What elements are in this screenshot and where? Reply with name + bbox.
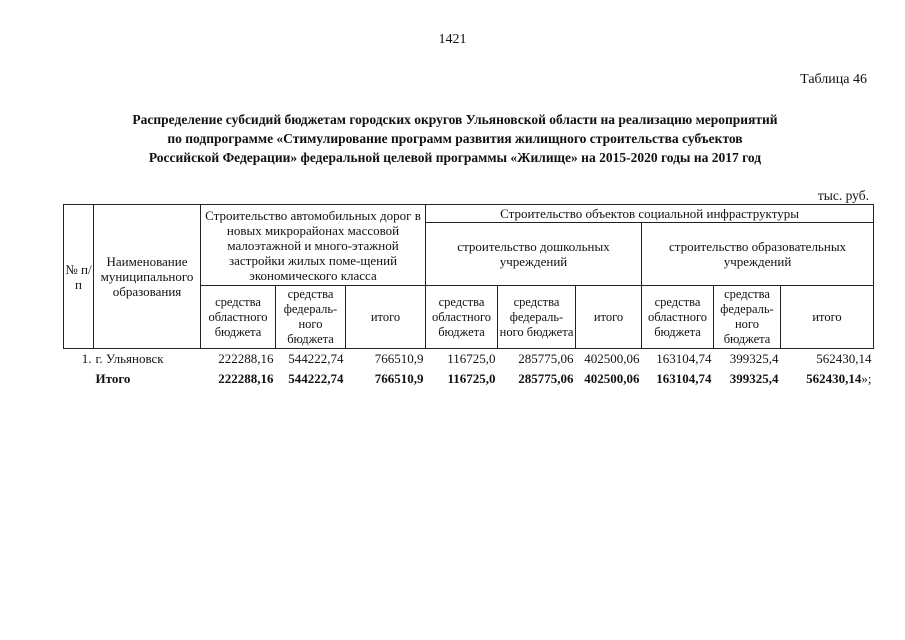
title-line-3: Российской Федерации» федеральной целевой программы «Жилище» на 2015-2020 годы на 2017 год [148, 150, 762, 165]
total-roads-federal: 544222,74 [288, 371, 344, 386]
row-name: г. Ульяновск [95, 351, 164, 366]
header-name: Наименование муниципального образования [94, 205, 201, 349]
cell-preschool-federal: 285775,06 [518, 351, 574, 366]
title-line-1: Распределение субсидий бюджетам городских округов Ульяновской области на реализацию мероприятий [132, 112, 778, 127]
units-label: тыс. руб. [817, 188, 869, 203]
header-school-regional: средства областного бюджета [642, 286, 714, 349]
cell-roads-total: 766510,9 [374, 351, 424, 366]
header-preschool-regional: средства областного бюджета [426, 286, 498, 349]
cell-school-federal: 399325,4 [729, 351, 779, 366]
header-roads-federal: средства федераль-ного бюджета [276, 286, 346, 349]
header-preschool-total: итого [576, 286, 642, 349]
closing-quote-mark: »; [861, 371, 872, 386]
total-label: Итого [95, 371, 131, 386]
title-line-2: по подпрограмме «Стимулирование программ развития жилищного строительства субъектов [167, 131, 743, 146]
page-number: 1421 [438, 32, 467, 47]
row-index: 1. [81, 351, 92, 366]
total-preschool-regional: 116725,0 [447, 371, 496, 386]
header-group-social: Строительство объектов социальной инфраструктуры [426, 205, 874, 223]
cell-roads-regional: 222288,16 [218, 351, 274, 366]
total-school-total-cell [781, 369, 874, 389]
cell-school-regional: 163104,74 [656, 351, 712, 366]
document-title [60, 110, 850, 167]
table-label: Таблица 46 [800, 72, 867, 87]
table-row [64, 349, 874, 370]
header-num: № п/п [64, 205, 94, 349]
total-school-federal: 399325,4 [729, 371, 779, 386]
total-school-regional: 163104,74 [656, 371, 712, 386]
total-index-empty [64, 369, 94, 389]
header-group-roads: Строительство автомобильных дорог в новых микрорайонах массовой малоэтажной и много-этажной застройки жилых поме-щений экономического класса [201, 205, 426, 286]
cell-school-total: 562430,14 [816, 351, 872, 366]
total-roads-regional: 222288,16 [218, 371, 274, 386]
header-preschool-federal: средства федераль-ного бюджета [498, 286, 576, 349]
header-school-federal: средства федераль-ного бюджета [714, 286, 781, 349]
total-preschool-federal: 285775,06 [518, 371, 574, 386]
cell-roads-federal: 544222,74 [288, 351, 344, 366]
cell-preschool-total: 402500,06 [584, 351, 640, 366]
header-group-school: строительство образовательных учреждений [642, 223, 874, 286]
header-group-preschool: строительство дошкольных учреждений [426, 223, 642, 286]
header-school-total: итого [781, 286, 874, 349]
header-roads-total: итого [346, 286, 426, 349]
total-preschool-total: 402500,06 [584, 371, 640, 386]
subsidies-table [63, 204, 874, 389]
total-school-total: 562430,14 [806, 371, 862, 386]
total-roads-total: 766510,9 [374, 371, 424, 386]
cell-preschool-regional: 116725,0 [447, 351, 496, 366]
total-row [64, 369, 874, 389]
header-roads-regional: средства областного бюджета [201, 286, 276, 349]
